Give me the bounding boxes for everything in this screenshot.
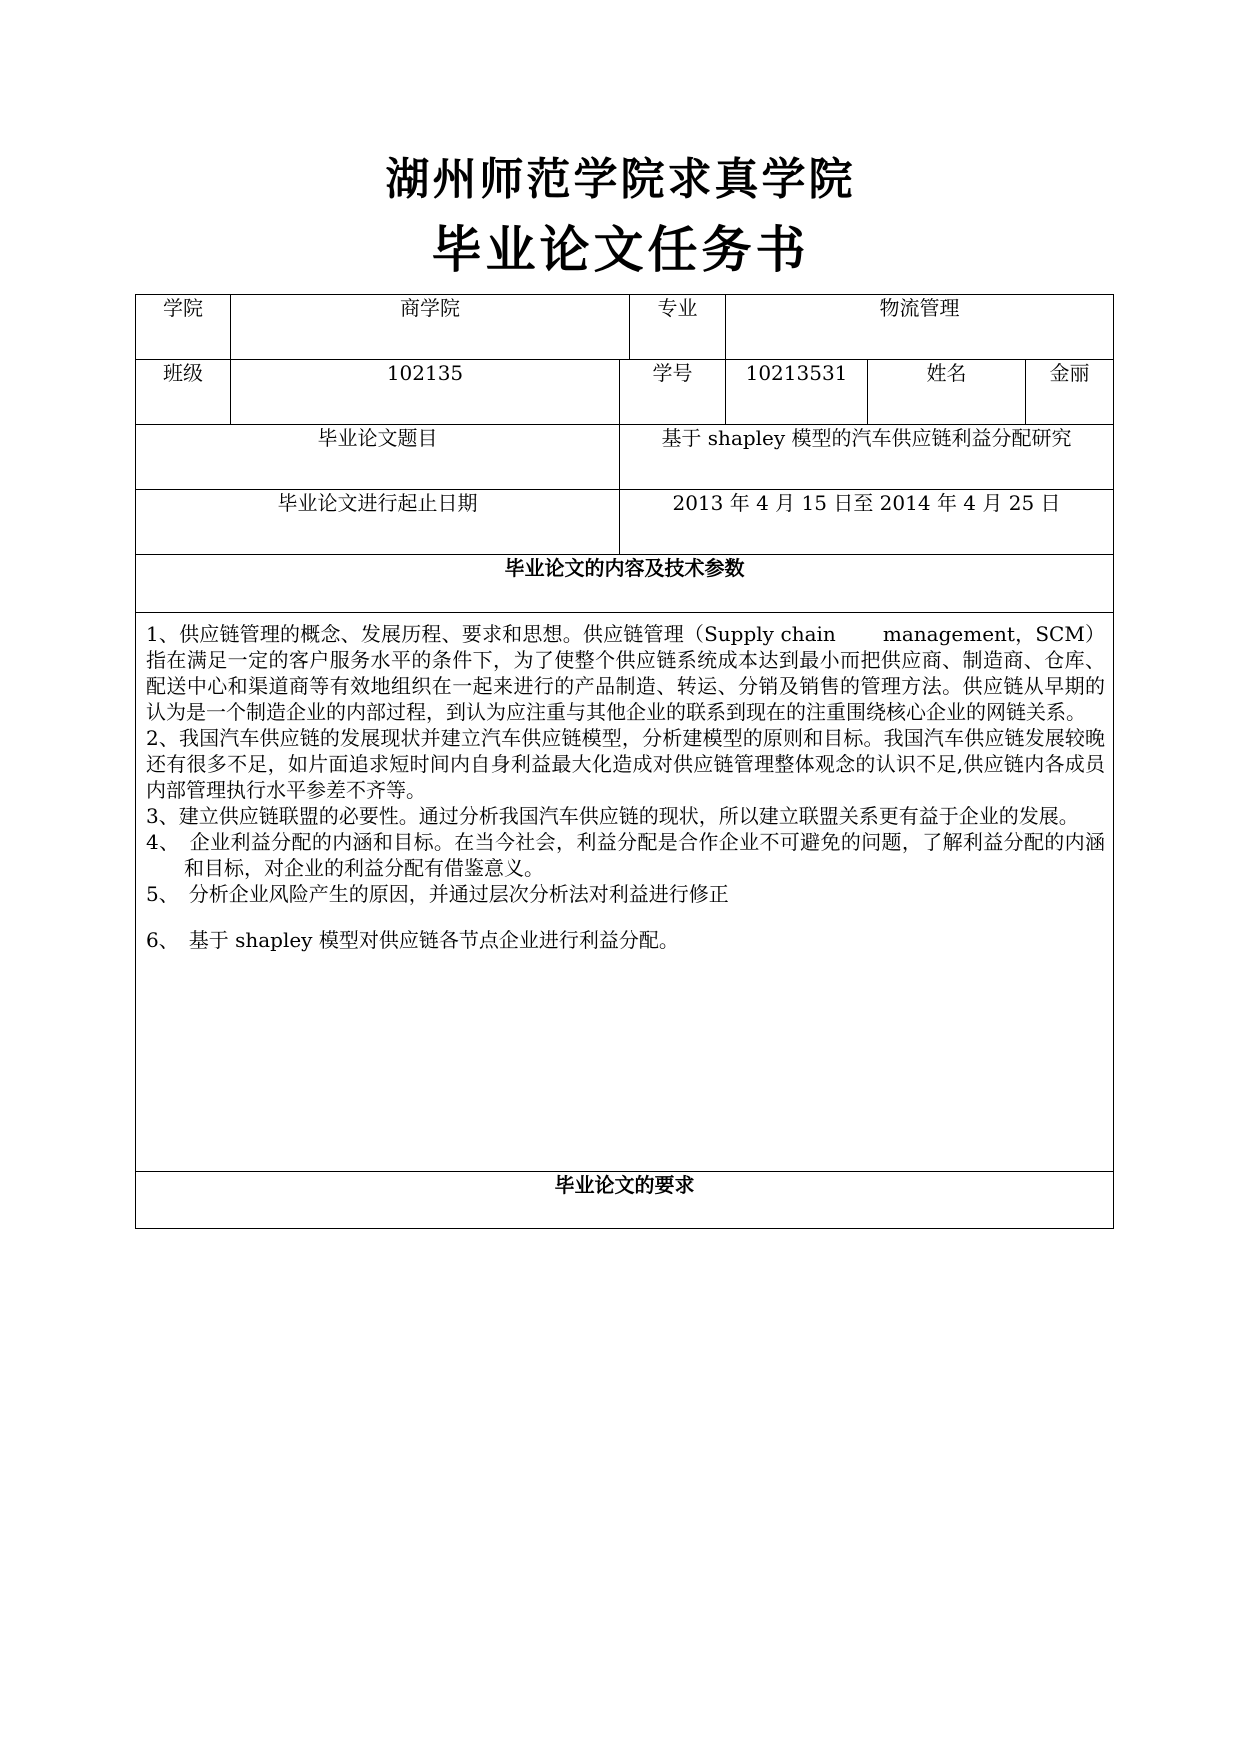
row-dates: [136, 490, 1114, 555]
requirements-heading: 毕业论文的要求: [136, 1172, 1114, 1229]
row-thesis-title: [136, 425, 1114, 490]
row-college-major: [136, 295, 1114, 360]
row-requirements-heading: [136, 1172, 1114, 1229]
content-item-2: 2、我国汽车供应链的发展现状并建立汽车供应链模型，分析建模型的原则和目标。我国汽车供应链发展较晚还有很多不足，如片面追求短时间内自身利益最大化造成对供应链管理整体观念的认识不足,供应链内各成员内部管理执行水平参差不齐等。: [146, 726, 1106, 802]
row-content-heading: [136, 555, 1114, 613]
dates-value: 2013 年 4 月 15 日至 2014 年 4 月 25 日: [620, 490, 1114, 555]
row-content-body: [136, 613, 1114, 1172]
thesis-title-value: 基于 shapley 模型的汽车供应链利益分配研究: [620, 425, 1114, 490]
student-id-label: 学号: [620, 360, 726, 425]
major-value: 物流管理: [726, 295, 1114, 360]
content-item-3: 3、建立供应链联盟的必要性。通过分析我国汽车供应链的现状，所以建立联盟关系更有益于企业的发展。: [146, 804, 1079, 828]
content-body: [136, 613, 1114, 1172]
task-form-table: [135, 294, 1114, 1229]
row-class-id-name: [136, 360, 1114, 425]
name-value: 金丽: [1026, 360, 1114, 425]
school-name: 湖州师范学院求真学院: [385, 154, 856, 205]
content-item-5: 5、 分析企业风险产生的原因，并通过层次分析法对利益进行修正: [146, 882, 729, 906]
student-id-value: 10213531: [726, 360, 868, 425]
class-value: 102135: [231, 360, 620, 425]
name-label: 姓名: [868, 360, 1026, 425]
thesis-title-label: 毕业论文题目: [136, 425, 620, 490]
document-title: 毕业论文任务书: [431, 220, 810, 279]
dates-label: 毕业论文进行起止日期: [136, 490, 620, 555]
college-value: 商学院: [231, 295, 630, 360]
content-item-6: 6、 基于 shapley 模型对供应链各节点企业进行利益分配。: [146, 928, 679, 952]
content-item-4: 4、 企业利益分配的内涵和目标。在当今社会，利益分配是合作企业不可避免的问题，了解利益分配的内涵和目标，对企业的利益分配有借鉴意义。: [146, 830, 1106, 880]
major-label: 专业: [630, 295, 726, 360]
content-heading: 毕业论文的内容及技术参数: [136, 555, 1114, 613]
class-label: 班级: [136, 360, 231, 425]
college-label: 学院: [136, 295, 231, 360]
content-item-1: 1、供应链管理的概念、发展历程、要求和思想。供应链管理（Supply chain management，SCM）指在满足一定的客户服务水平的条件下，为了使整个供应链系统成本达到最小而把供应商、制造商、仓库、配送中心和渠道商等有效地组织在一起来进行的产品制造、转运、分销及销售的管理方法。供应链从早期的认为是一个制造企业的内部过程，到认为应注重与其他企业的联系到现在的注重围绕核心企业的网链关系。: [146, 622, 1106, 724]
